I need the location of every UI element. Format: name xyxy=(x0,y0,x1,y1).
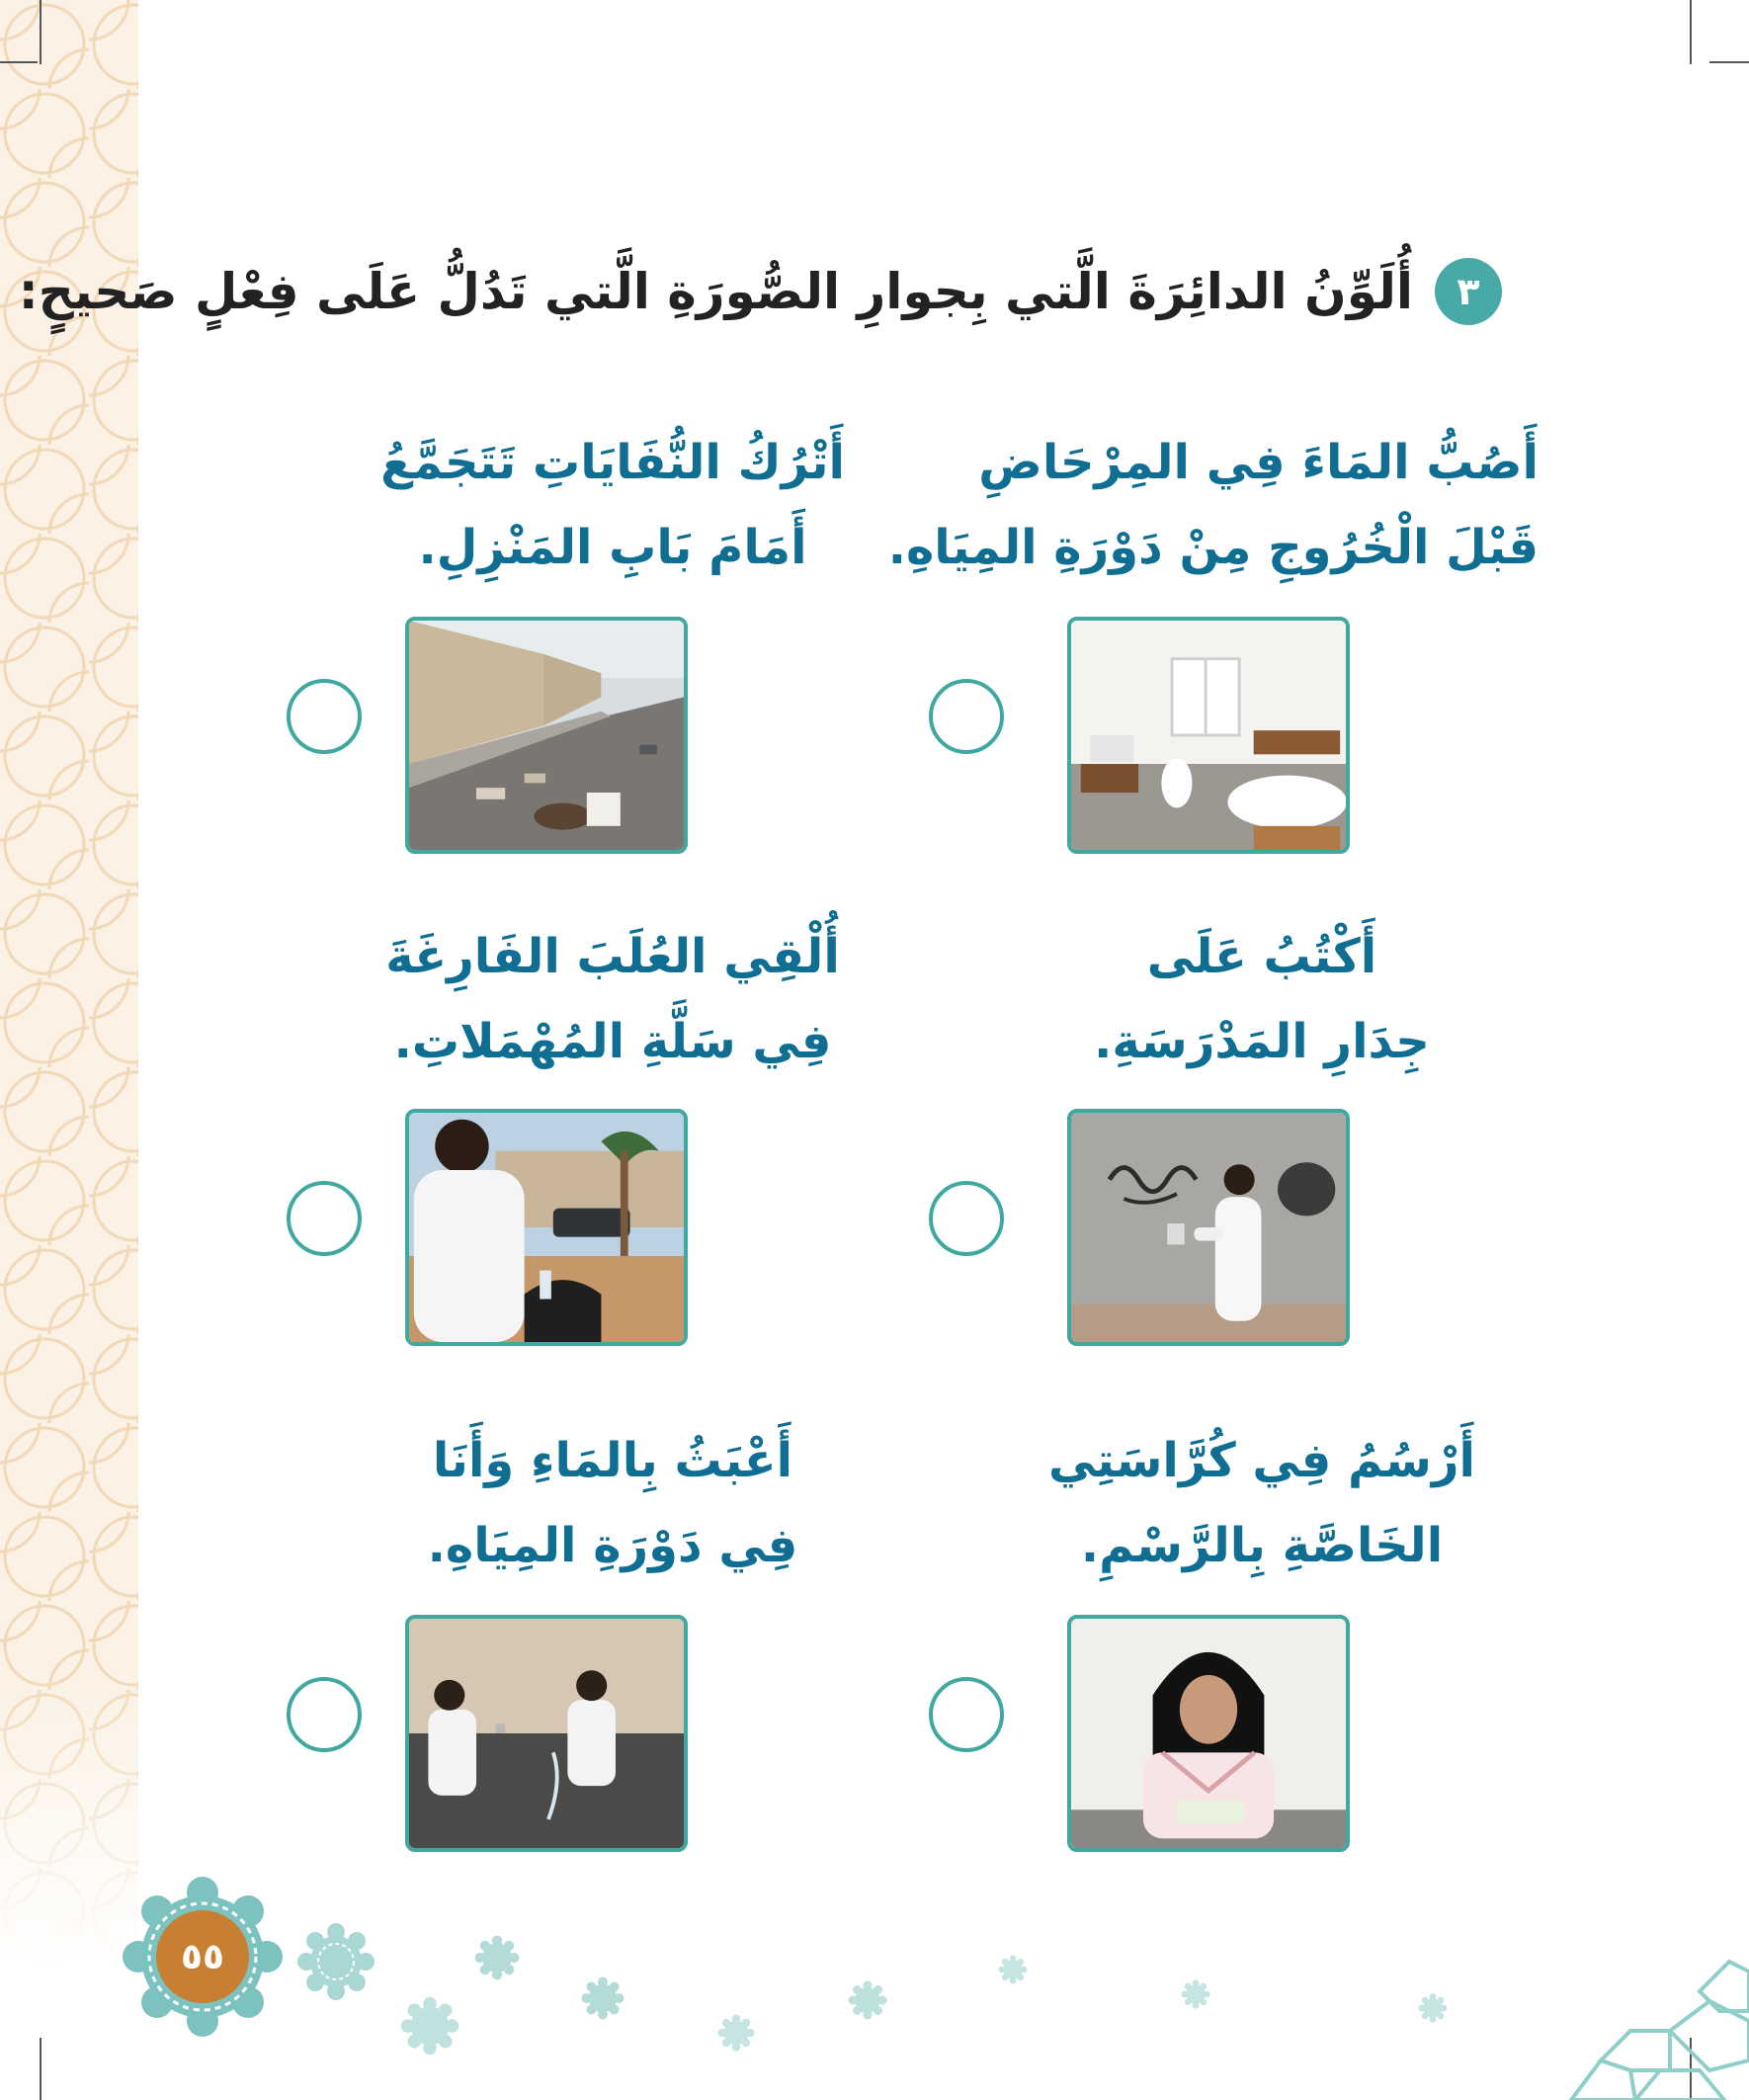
answer-circle[interactable] xyxy=(929,1181,1004,1256)
flower-ornament-icon xyxy=(1181,1979,1210,2009)
flower-ornament-icon xyxy=(1418,1993,1448,2023)
street-litter-photo xyxy=(405,617,688,854)
water-play-photo xyxy=(405,1615,688,1852)
item-caption: أَعْبَثُ بِالمَاءِ وَأَنَا فِي دَوْرَةِ المِيَاهِ. xyxy=(427,1433,798,1573)
bathroom-photo xyxy=(1067,617,1350,854)
item-caption: أَرْسُمُ فِي كُرَّاسَتِي الخَاصَّةِ بِالرَّسْمِ. xyxy=(1048,1433,1475,1573)
answer-circle[interactable] xyxy=(287,1677,362,1752)
item-caption: أُلْقِي العُلَبَ الفَارِغَةَ فِي سَلَّةِ المُهْمَلاتِ. xyxy=(385,929,840,1069)
girl-drawing-photo xyxy=(1067,1615,1350,1852)
answer-circle[interactable] xyxy=(929,1677,1004,1752)
flower-ornament-icon xyxy=(717,2014,755,2052)
exercise-header xyxy=(18,247,1502,336)
flower-ornament-icon xyxy=(474,1935,520,1980)
exercise-instruction: أُلَوِّنُ الدائِرَةَ الَّتي بِجوارِ الصُّورَةِ الَّتي تَدُلُّ عَلَى فِعْلٍ صَحيحٍ: xyxy=(18,263,1413,320)
crop-mark xyxy=(40,0,42,64)
crop-mark xyxy=(1709,61,1749,63)
flower-ornament-icon xyxy=(848,1980,887,2020)
answer-circle[interactable] xyxy=(287,679,362,754)
item-caption: أَصُبُّ المَاءَ فِي المِرْحَاضِ قَبْلَ الْخُرُوجِ مِنْ دَوْرَةِ المِيَاهِ. xyxy=(887,435,1539,575)
graffiti-wall-photo xyxy=(1067,1109,1350,1346)
flower-ornament-icon xyxy=(400,1996,459,2056)
crop-mark xyxy=(0,61,38,63)
flower-ornament-icon xyxy=(296,1922,375,2001)
trash-bin-photo xyxy=(405,1109,688,1346)
flower-ornament-icon xyxy=(998,1955,1028,1984)
flower-ornament-icon xyxy=(581,1976,625,2020)
item-caption: أَكْتُبُ عَلَى جِدَارِ المَدْرَسَةِ. xyxy=(1094,929,1430,1069)
crop-mark xyxy=(1690,0,1692,64)
answer-circle[interactable] xyxy=(929,679,1004,754)
exercise-number-badge: ٣ xyxy=(1435,258,1502,325)
item-caption: أَتْرُكُ النُّفَايَاتِ تَتَجَمَّعُ أَمَامَ بَابِ المَنْزِلِ. xyxy=(380,435,845,575)
geometric-corner-ornament-icon xyxy=(1541,1932,1749,2100)
page-number: ٥٥ xyxy=(156,1910,249,2003)
crop-mark xyxy=(40,2038,42,2100)
answer-circle[interactable] xyxy=(287,1181,362,1256)
